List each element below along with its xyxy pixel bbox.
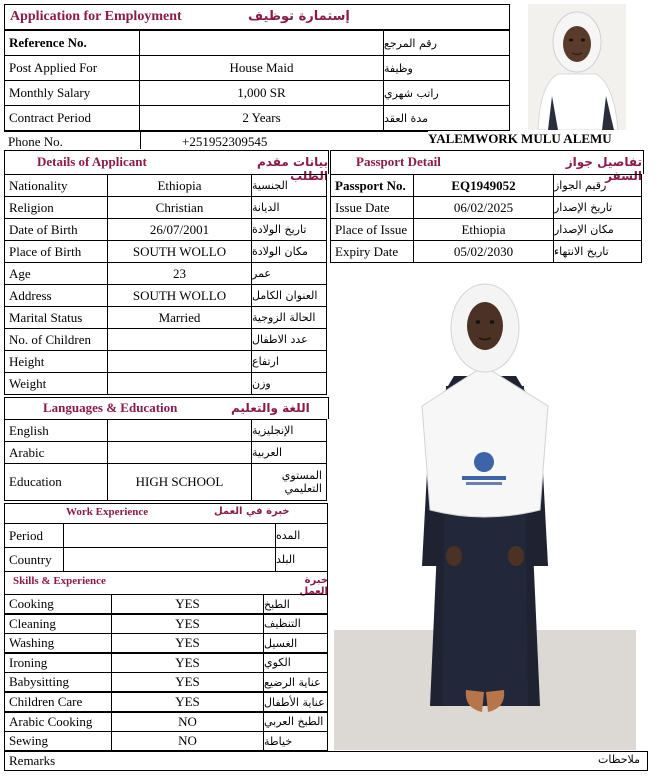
skill-value: YES	[111, 633, 264, 653]
top-row-label: Contract Period	[4, 105, 140, 131]
applicant-value	[107, 372, 252, 395]
languages-table	[4, 397, 328, 503]
top-row-label: Reference No.	[4, 30, 140, 56]
skills-heading-en: Skills & Experience	[13, 575, 106, 587]
languages-value	[107, 441, 252, 464]
applicant-value: Married	[107, 306, 252, 329]
applicant-value: Christian	[107, 196, 252, 219]
top-row-ar-label: وظيفة	[383, 55, 510, 81]
skills-heading-ar: خبرة العمل	[299, 575, 328, 597]
top-row-value: House Maid	[139, 55, 384, 81]
applicant-label: Date of Birth	[4, 218, 108, 241]
top-row-label: Post Applied For	[4, 55, 140, 81]
skill-label: Ironing	[4, 653, 112, 673]
applicant-ar-label: الديانة	[251, 196, 327, 219]
passport-ar-label: تاريخ الإصدار	[553, 196, 642, 219]
skill-value: YES	[111, 653, 264, 673]
applicant-label: Place of Birth	[4, 240, 108, 263]
work-heading-ar: خبرة في العمل	[214, 506, 290, 517]
languages-ar-label: العربية	[251, 441, 327, 464]
languages-value: HIGH SCHOOL	[107, 463, 252, 501]
applicant-label: Marital Status	[4, 306, 108, 329]
top-row-ar-label: مدة العقد	[383, 105, 510, 131]
top-row-value	[139, 30, 384, 56]
skill-ar-label: خياطة	[263, 731, 328, 751]
passport-heading-ar: تفاصيل جواز السفر	[565, 155, 642, 183]
applicant-label: No. of Children	[4, 328, 108, 351]
passport-heading-en: Passport Detail	[356, 154, 441, 169]
top-row-value: 1,000 SR	[139, 80, 384, 106]
applicant-ar-label: العنوان الكامل	[251, 284, 327, 307]
skill-ar-label: الطبخ	[263, 594, 328, 614]
skill-ar-label: التنظيف	[263, 614, 328, 634]
skill-value: YES	[111, 672, 264, 692]
applicant-heading-ar: بيانات مقدم الطلب	[257, 155, 328, 183]
languages-ar-label: الإنجليزية	[251, 419, 327, 442]
languages-label: Arabic	[4, 441, 108, 464]
work-ar-label: المده	[275, 523, 328, 548]
applicant-value: 26/07/2001	[107, 218, 252, 241]
work-ar-label: البلد	[275, 547, 328, 572]
work-value	[63, 523, 276, 548]
languages-value	[107, 419, 252, 442]
skill-ar-label: الكوي	[263, 653, 328, 673]
full-body-photo	[334, 266, 636, 750]
applicant-value	[107, 328, 252, 351]
languages-heading-en: Languages & Education	[43, 400, 178, 415]
phone-divider	[140, 131, 141, 149]
title-en: Application for Employment	[10, 9, 182, 24]
passport-label: Passport No.	[330, 174, 414, 197]
applicant-label: Religion	[4, 196, 108, 219]
work-table	[4, 503, 328, 571]
skill-value: NO	[111, 731, 264, 751]
top-row-label: Monthly Salary	[4, 80, 140, 106]
applicant-ar-label: عمر	[251, 262, 327, 285]
phone-value: +251952309545	[182, 134, 268, 149]
applicant-label: Height	[4, 350, 108, 373]
top-info-table	[4, 30, 510, 130]
applicant-label: Age	[4, 262, 108, 285]
skill-value: YES	[111, 692, 264, 712]
skill-label: Cooking	[4, 594, 112, 614]
work-heading-en: Work Experience	[66, 506, 149, 518]
passport-value: 05/02/2030	[413, 240, 554, 263]
phone-row-top-line	[4, 131, 428, 132]
applicant-value: SOUTH WOLLO	[107, 284, 252, 307]
skill-ar-label: عناية الأطفال	[263, 692, 328, 712]
applicant-ar-label: عدد الاطفال	[251, 328, 327, 351]
remarks-label: Remarks	[9, 753, 56, 768]
passport-ar-label: مكان الإصدار	[553, 218, 642, 241]
applicant-ar-label: الجنسية	[251, 174, 327, 197]
applicant-value: SOUTH WOLLO	[107, 240, 252, 263]
phone-label: Phone No.	[8, 134, 63, 149]
languages-label: English	[4, 419, 108, 442]
applicant-label: Nationality	[4, 174, 108, 197]
skill-value: YES	[111, 614, 264, 634]
passport-value: 06/02/2025	[413, 196, 554, 219]
skill-label: Sewing	[4, 731, 112, 751]
applicant-ar-label: وزن	[251, 372, 327, 395]
passport-ar-label: رقيم الجواز	[553, 174, 642, 197]
top-row-ar-label: رقم المرجع	[383, 30, 510, 56]
skill-label: Children Care	[4, 692, 112, 712]
passport-ar-label: تاريخ الانتهاء	[553, 240, 642, 263]
top-row-ar-label: راتب شهري	[383, 80, 510, 106]
skills-table	[4, 571, 328, 751]
languages-label: Education	[4, 463, 108, 501]
skill-value: YES	[111, 594, 264, 614]
applicant-value	[107, 350, 252, 373]
languages-heading-ar: اللغة والتعليم	[231, 401, 310, 415]
applicant-ar-label: الحالة الزوجية	[251, 306, 327, 329]
remarks-ar: ملاحظات	[598, 753, 640, 766]
applicant-table	[4, 150, 328, 396]
languages-ar-label: المستوي التعليمي	[251, 463, 327, 501]
work-label: Period	[4, 523, 64, 548]
top-row-value: 2 Years	[139, 105, 384, 131]
skill-label: Washing	[4, 633, 112, 653]
passport-table	[330, 150, 642, 262]
applicant-value: 23	[107, 262, 252, 285]
applicant-ar-label: مكان الولادة	[251, 240, 327, 263]
work-value	[63, 547, 276, 572]
applicant-value: Ethiopia	[107, 174, 252, 197]
skill-ar-label: الطبخ العربي	[263, 712, 328, 732]
applicant-ar-label: تاريخ الولادة	[251, 218, 327, 241]
applicant-ar-label: ارتفاع	[251, 350, 327, 373]
passport-value: EQ1949052	[413, 174, 554, 197]
work-label: Country	[4, 547, 64, 572]
applicant-name: YALEMWORK MULU ALEMU	[428, 131, 612, 146]
skill-value: NO	[111, 712, 264, 732]
applicant-label: Address	[4, 284, 108, 307]
title-ar: إستمارة توظيف	[248, 9, 350, 24]
skill-label: Cleaning	[4, 614, 112, 634]
skill-label: Babysitting	[4, 672, 112, 692]
skill-ar-label: عناية الرضيع	[263, 672, 328, 692]
remarks-row	[4, 751, 648, 771]
passport-label: Place of Issue	[330, 218, 414, 241]
skill-label: Arabic Cooking	[4, 712, 112, 732]
passport-value: Ethiopia	[413, 218, 554, 241]
passport-label: Issue Date	[330, 196, 414, 219]
portrait-photo	[528, 4, 626, 130]
applicant-label: Weight	[4, 372, 108, 395]
skill-ar-label: الغسيل	[263, 633, 328, 653]
applicant-heading-en: Details of Applicant	[37, 154, 147, 169]
passport-label: Expiry Date	[330, 240, 414, 263]
